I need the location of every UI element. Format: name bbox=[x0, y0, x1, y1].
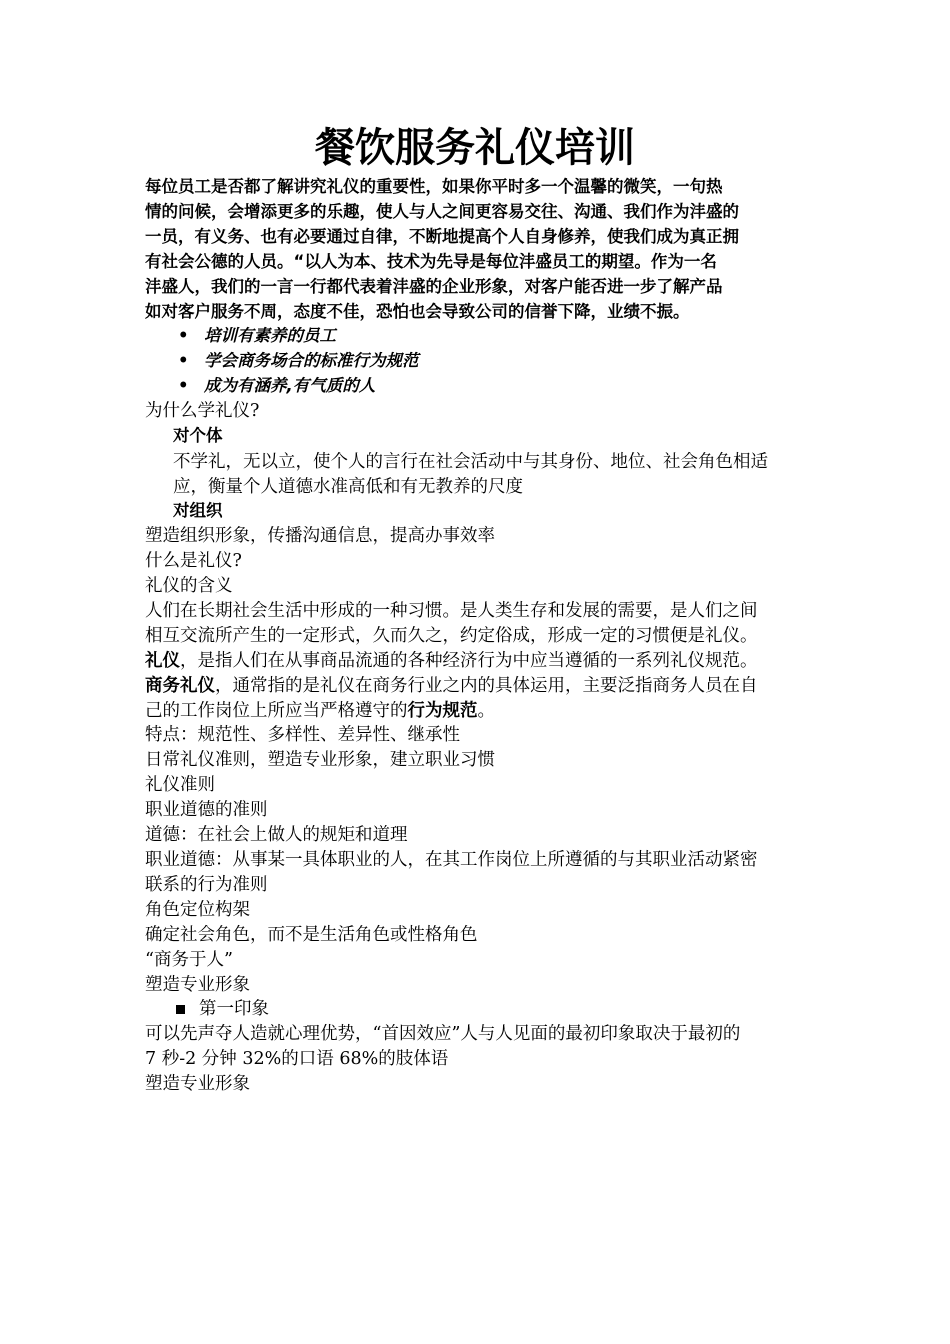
ethics-heading: 职业道德的准则 bbox=[145, 800, 268, 820]
square-bullet-icon bbox=[176, 1005, 185, 1014]
first-impression-item bbox=[176, 997, 269, 1021]
goal-text: 培训有素养的员工 bbox=[204, 326, 336, 345]
primacy-text: 7 秒-2 分钟 32%的口语 68%的肢体语 bbox=[145, 1049, 449, 1069]
business-definition-cont bbox=[145, 699, 495, 723]
prof-ethics-text: 联系的行为准则 bbox=[145, 875, 268, 895]
individual-text: 应，衡量个人道德水准高低和有无教养的尺度 bbox=[173, 477, 523, 497]
first-impression-label: 第一印象 bbox=[199, 999, 269, 1019]
document-title: 餐饮服务礼仪培训 bbox=[315, 125, 635, 171]
business-people: “商务于人” bbox=[145, 950, 233, 970]
liyi-definition bbox=[145, 649, 758, 673]
primacy-text: 可以先声夺人造就心理优势，“首因效应”人与人见面的最初印象取决于最初的 bbox=[145, 1024, 741, 1044]
org-text: 塑造组织形象，传播沟通信息，提高办事效率 bbox=[145, 526, 495, 546]
bullet-icon: • bbox=[178, 376, 189, 395]
prof-ethics-text: 职业道德：从事某一具体职业的人，在其工作岗位上所遵循的与其职业活动紧密 bbox=[145, 850, 758, 870]
role-heading: 角色定位构架 bbox=[145, 900, 250, 920]
business-def: ，通常指的是礼仪在商务行业之内的具体运用，主要泛指商务人员在自 bbox=[215, 676, 758, 696]
business-def-2: 己的工作岗位上所应当严格遵守的 bbox=[145, 701, 408, 721]
business-term: 商务礼仪 bbox=[145, 676, 215, 696]
goal-item bbox=[178, 349, 419, 373]
image-heading: 塑造专业形象 bbox=[145, 975, 250, 995]
meaning-heading: 礼仪的含义 bbox=[145, 576, 233, 596]
intro-line: 如对客户服务不周，态度不佳，恐怕也会导致公司的信誉下降，业绩不振。 bbox=[145, 302, 690, 321]
intro-line: 沣盛人，我们的一言一行都代表着沣盛的企业形象，对客户能否进一步了解产品 bbox=[145, 277, 723, 296]
bullet-icon: • bbox=[178, 351, 189, 370]
liyi-term: 礼仪 bbox=[145, 651, 180, 671]
role-text: 确定社会角色，而不是生活角色或性格角色 bbox=[145, 925, 478, 945]
intro-line: 每位员工是否都了解讲究礼仪的重要性，如果你平时多一个温馨的微笑，一句热 bbox=[145, 177, 723, 196]
morality-text: 道德：在社会上做人的规矩和道理 bbox=[145, 825, 408, 845]
individual-heading: 对个体 bbox=[173, 426, 223, 445]
intro-line: 一员，有义务、也有必要通过自律，不断地提高个人自身修养，使我们成为真正拥 bbox=[145, 227, 739, 246]
intro-line: 情的问候，会增添更多的乐趣，使人与人之间更容易交往、沟通、我们作为沣盛的 bbox=[145, 202, 739, 221]
bullet-icon: • bbox=[178, 326, 189, 345]
image-heading: 塑造专业形象 bbox=[145, 1074, 250, 1094]
goal-item bbox=[178, 324, 336, 348]
daily-rules: 日常礼仪准则，塑造专业形象，建立职业习惯 bbox=[145, 750, 495, 770]
org-heading: 对组织 bbox=[173, 501, 223, 520]
intro-line: 有社会公德的人员。“以人为本、技术为先导是每位沣盛员工的期望。作为一名 bbox=[145, 252, 717, 271]
goal-item bbox=[178, 374, 375, 398]
business-definition bbox=[145, 674, 758, 698]
what-heading: 什么是礼仪? bbox=[145, 551, 242, 571]
liyi-def: ，是指人们在从事商品流通的各种经济行为中应当遵循的一系列礼仪规范。 bbox=[180, 651, 758, 671]
behavior-term: 行为规范 bbox=[407, 701, 478, 721]
goal-text: 成为有涵养,有气质的人 bbox=[204, 376, 376, 395]
meaning-text: 相互交流所产生的一定形式，久而久之，约定俗成，形成一定的习惯便是礼仪。 bbox=[145, 626, 758, 646]
rules-heading: 礼仪准则 bbox=[145, 775, 215, 795]
features: 特点：规范性、多样性、差异性、继承性 bbox=[145, 725, 460, 745]
why-heading: 为什么学礼仪? bbox=[145, 401, 260, 421]
individual-text: 不学礼，无以立，使个人的言行在社会活动中与其身份、地位、社会角色相适 bbox=[173, 452, 768, 472]
goal-text: 学会商务场合的标准行为规范 bbox=[204, 351, 419, 370]
period: 。 bbox=[477, 701, 495, 721]
meaning-text: 人们在长期社会生活中形成的一种习惯。是人类生存和发展的需要，是人们之间 bbox=[145, 601, 758, 621]
